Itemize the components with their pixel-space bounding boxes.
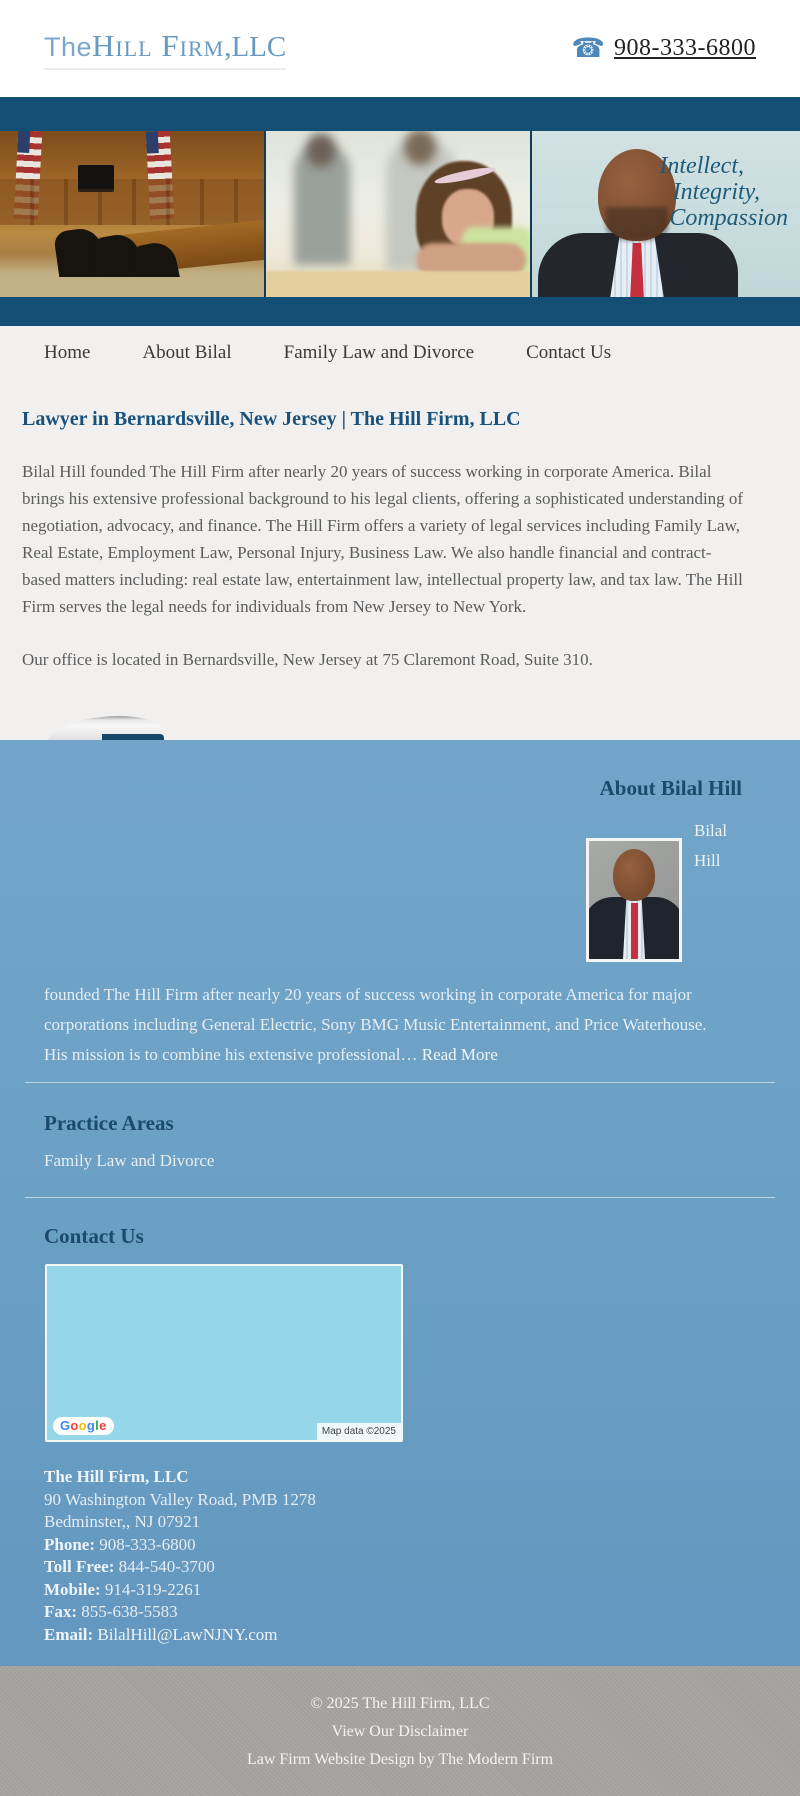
contact-us-heading: Contact Us xyxy=(44,1224,144,1248)
nav-item-about-bilal[interactable]: About Bilal xyxy=(142,342,232,363)
navy-divider-bottom xyxy=(0,297,800,326)
page-title: Lawyer in Bernardsville, New Jersey | The Hill Firm, LLC xyxy=(22,408,521,430)
site-header xyxy=(0,0,800,97)
tollfree-row: Toll Free: 844-540-3700 xyxy=(44,1557,215,1576)
navy-divider-top xyxy=(0,97,800,131)
about-bio-body: founded The Hill Firm after nearly 20 years of success working in corporate America for major corporations including General Electric, Sony BMG Music Entertainment, and Price Waterhouse. His mission is to combine his extensive professional… xyxy=(44,985,707,1064)
disclaimer-link[interactable]: View Our Disclaimer xyxy=(331,1723,469,1740)
address-line-2: Bedminster,, NJ 07921 xyxy=(44,1512,201,1531)
section-divider xyxy=(25,1197,775,1198)
section-divider xyxy=(25,1082,775,1083)
practice-area-item xyxy=(0,1149,800,1173)
motto-line: Compassion xyxy=(669,205,788,231)
read-more-link[interactable]: Read More xyxy=(421,1045,498,1064)
main-nav xyxy=(0,326,800,380)
attorney-portrait-photo xyxy=(532,131,800,297)
logo-text-the: The xyxy=(44,31,93,62)
telephone-icon: ☎ xyxy=(571,33,606,63)
motto-line: Integrity, xyxy=(672,179,760,205)
sidebar-section xyxy=(0,740,800,1666)
fax-row: Fax: 855-638-5583 xyxy=(44,1602,178,1621)
email-row: Email: BilalHill@LawNJNY.com xyxy=(44,1624,278,1644)
site-footer xyxy=(0,1666,800,1796)
intro-paragraph: Bilal Hill founded The Hill Firm after nearly 20 years of success working in corporate America. Bilal brings his extensive professional background to his legal clients, offering a sophisticated understanding of negotiation, advocacy, and finance. The Hill Firm offers a variety of legal services including Family Law, Real Estate, Employment Law, Personal Injury, Business Law. We also handle financial and contract-based matters including: real estate law, entertainment law, intellectual property law, and tax law. The Hill Firm serves the legal needs for individuals from New Jersey to New York. xyxy=(22,462,744,616)
logo-text-main: Hill Firm xyxy=(92,27,225,63)
logo-text-llc: ,LLC xyxy=(224,30,287,63)
banner-strip xyxy=(0,131,800,297)
mobile-row: Mobile: 914-319-2261 xyxy=(44,1579,202,1599)
book-image-fragment xyxy=(46,716,164,740)
main-content xyxy=(0,380,800,740)
firm-logo[interactable] xyxy=(44,28,286,70)
about-photo-row xyxy=(0,816,800,962)
nav-item-family-law[interactable]: Family Law and Divorce xyxy=(283,342,475,363)
map-attribution: Map data ©2025 xyxy=(317,1423,401,1440)
nav-item-home[interactable]: Home xyxy=(44,342,91,363)
header-phone-link[interactable]: 908-333-6800 xyxy=(614,35,756,61)
copyright-text: © 2025 The Hill Firm, LLC xyxy=(310,1695,490,1712)
about-bio-text xyxy=(0,980,800,1070)
email-link[interactable]: BilalHill@LawNJNY.com xyxy=(97,1624,278,1644)
contact-address-block xyxy=(0,1466,800,1646)
motto-line: Intellect, xyxy=(659,153,744,179)
about-bilal-heading: About Bilal Hill xyxy=(599,776,742,800)
courtroom-photo xyxy=(0,131,266,297)
address-line-1: 90 Washington Valley Road, PMB 1278 xyxy=(44,1489,316,1509)
design-credit-link[interactable]: Law Firm Website Design by The Modern Firm xyxy=(246,1751,554,1768)
phone-row: Phone: 908-333-6800 xyxy=(44,1534,196,1554)
banner-motto xyxy=(659,153,790,231)
office-location-paragraph: Our office is located in Bernardsville, New Jersey at 75 Claremont Road, Suite 310. xyxy=(22,650,593,669)
google-logo[interactable]: Google xyxy=(53,1417,114,1435)
google-map[interactable] xyxy=(45,1264,403,1442)
firm-name: The Hill Firm, LLC xyxy=(44,1467,189,1486)
header-phone xyxy=(571,35,756,62)
practice-areas-heading: Practice Areas xyxy=(44,1111,174,1135)
family-counseling-photo xyxy=(266,131,532,297)
bilal-hill-photo xyxy=(586,838,682,962)
practice-area-family-law-link[interactable]: Family Law and Divorce xyxy=(44,1151,215,1170)
nav-item-contact-us[interactable]: Contact Us xyxy=(526,342,612,363)
about-name-text: Bilal Hill xyxy=(694,821,728,870)
